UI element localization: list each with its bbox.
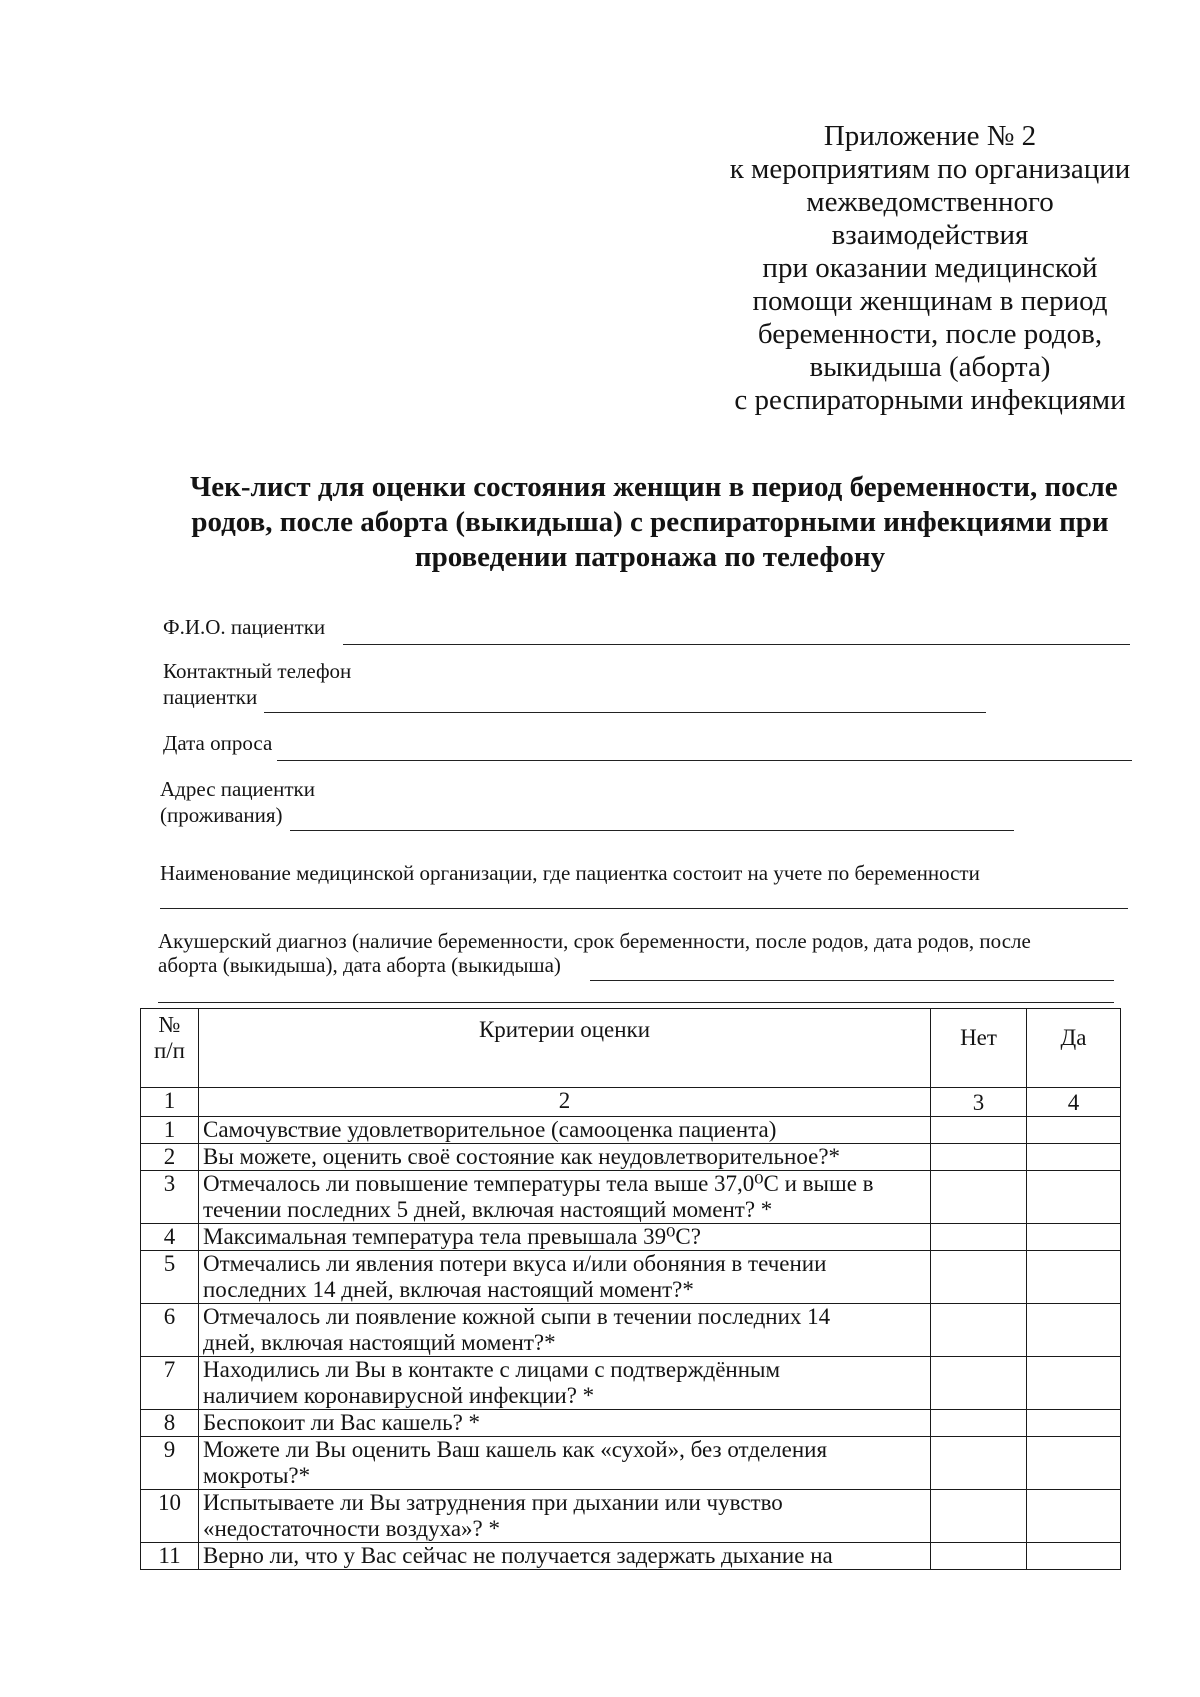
criterion-line: Испытываете ли Вы затруднения при дыхании или чувство bbox=[203, 1490, 783, 1515]
col-header-num-line: п/п bbox=[153, 1038, 185, 1063]
index-cell: 1 bbox=[141, 1088, 199, 1117]
criterion-line: дней, включая настоящий момент?* bbox=[203, 1330, 556, 1355]
diagnosis-input-line-2[interactable] bbox=[158, 1002, 1114, 1003]
answer-yes-cell[interactable] bbox=[1027, 1490, 1121, 1543]
col-header-yes: Да bbox=[1027, 1009, 1121, 1088]
date-input-line[interactable] bbox=[277, 760, 1132, 761]
table-header-row bbox=[141, 1009, 1121, 1088]
row-criterion bbox=[199, 1490, 931, 1543]
table-row bbox=[141, 1144, 1121, 1171]
title-line: Чек-лист для оценки состояния женщин в период беременности, после bbox=[190, 471, 1118, 503]
annex-line: при оказании медицинской bbox=[762, 252, 1098, 284]
address-input-line[interactable] bbox=[290, 830, 1014, 831]
phone-input-line[interactable] bbox=[264, 712, 986, 713]
row-number: 2 bbox=[141, 1144, 199, 1171]
fio-label: Ф.И.О. пациентки bbox=[163, 615, 326, 639]
criterion-line: наличием коронавирусной инфекции? * bbox=[203, 1383, 595, 1408]
answer-no-cell[interactable] bbox=[931, 1144, 1027, 1171]
answer-no-cell[interactable] bbox=[931, 1410, 1027, 1437]
answer-yes-cell[interactable] bbox=[1027, 1117, 1121, 1144]
criterion-line: Можете ли Вы оценить Ваш кашель как «сухой», без отделения bbox=[203, 1437, 828, 1462]
criterion-line: Максимальная температура тела превышала 39⁰С? bbox=[203, 1224, 701, 1249]
answer-yes-cell[interactable] bbox=[1027, 1251, 1121, 1304]
org-input-line[interactable] bbox=[160, 908, 1128, 909]
row-number: 11 bbox=[141, 1543, 199, 1570]
row-criterion bbox=[199, 1437, 931, 1490]
criterion-line: Отмечалось ли появление кожной сыпи в течении последних 14 bbox=[203, 1304, 831, 1329]
criterion-line: Отмечались ли явления потери вкуса и/или обоняния в течении bbox=[203, 1251, 827, 1276]
row-number: 1 bbox=[141, 1117, 199, 1144]
criterion-line: «недостаточности воздуха»? * bbox=[203, 1516, 501, 1541]
row-number: 9 bbox=[141, 1437, 199, 1490]
table-row bbox=[141, 1543, 1121, 1570]
criterion-line: мокроты?* bbox=[203, 1463, 311, 1488]
col-header-num bbox=[141, 1009, 199, 1088]
answer-no-cell[interactable] bbox=[931, 1251, 1027, 1304]
criterion-line: Верно ли, что у Вас сейчас не получается задержать дыхание на bbox=[203, 1543, 833, 1568]
title-line: проведении патронажа по телефону bbox=[414, 541, 886, 573]
answer-no-cell[interactable] bbox=[931, 1543, 1027, 1570]
checklist-table bbox=[140, 1008, 1121, 1570]
diagnosis-label-cont: аборта (выкидыша), дата аборта (выкидыша) bbox=[158, 953, 561, 977]
table-row bbox=[141, 1117, 1121, 1144]
table-row bbox=[141, 1490, 1121, 1543]
row-criterion bbox=[199, 1224, 931, 1251]
col-header-num-line: № bbox=[158, 1012, 181, 1037]
address-label: Адрес пациентки bbox=[160, 777, 315, 801]
criterion-line: течении последних 5 дней, включая настоящий момент? * bbox=[203, 1197, 773, 1222]
answer-no-cell[interactable] bbox=[931, 1357, 1027, 1410]
criterion-line: последних 14 дней, включая настоящий момент?* bbox=[203, 1277, 694, 1302]
answer-yes-cell[interactable] bbox=[1027, 1224, 1121, 1251]
row-number: 8 bbox=[141, 1410, 199, 1437]
org-label: Наименование медицинской организации, где пациентка состоит на учете по беременности bbox=[160, 861, 980, 885]
answer-yes-cell[interactable] bbox=[1027, 1410, 1121, 1437]
table-row bbox=[141, 1357, 1121, 1410]
table-row bbox=[141, 1251, 1121, 1304]
col-header-criteria: Критерии оценки bbox=[199, 1009, 931, 1088]
criterion-line: Беспокоит ли Вас кашель? * bbox=[203, 1410, 481, 1435]
answer-no-cell[interactable] bbox=[931, 1304, 1027, 1357]
row-number: 3 bbox=[141, 1171, 199, 1224]
phone-label: Контактный телефон bbox=[163, 659, 352, 683]
answer-no-cell[interactable] bbox=[931, 1490, 1027, 1543]
phone-label-cont: пациентки bbox=[163, 685, 258, 709]
table-row bbox=[141, 1410, 1121, 1437]
index-cell: 4 bbox=[1027, 1088, 1121, 1117]
diagnosis-input-line[interactable] bbox=[590, 980, 1114, 981]
row-number: 5 bbox=[141, 1251, 199, 1304]
criterion-line: Находились ли Вы в контакте с лицами с подтверждённым bbox=[203, 1357, 781, 1382]
row-criterion bbox=[199, 1304, 931, 1357]
document-title bbox=[190, 470, 1118, 575]
table-row bbox=[141, 1224, 1121, 1251]
criterion-line: Отмечалось ли повышение температуры тела выше 37,0⁰С и выше в bbox=[203, 1171, 874, 1196]
answer-yes-cell[interactable] bbox=[1027, 1437, 1121, 1490]
answer-no-cell[interactable] bbox=[931, 1224, 1027, 1251]
annex-line: с респираторными инфекциями bbox=[734, 384, 1126, 416]
row-criterion bbox=[199, 1543, 931, 1570]
answer-yes-cell[interactable] bbox=[1027, 1304, 1121, 1357]
answer-yes-cell[interactable] bbox=[1027, 1144, 1121, 1171]
answer-yes-cell[interactable] bbox=[1027, 1171, 1121, 1224]
fio-input-line[interactable] bbox=[343, 644, 1130, 645]
answer-no-cell[interactable] bbox=[931, 1171, 1027, 1224]
table-row bbox=[141, 1171, 1121, 1224]
row-criterion bbox=[199, 1144, 931, 1171]
annex-line: помощи женщинам в период bbox=[752, 285, 1108, 317]
annex-line: выкидыша (аборта) bbox=[809, 351, 1051, 383]
row-criterion bbox=[199, 1117, 931, 1144]
annex-line: беременности, после родов, bbox=[757, 318, 1103, 350]
table-row bbox=[141, 1437, 1121, 1490]
row-criterion bbox=[199, 1410, 931, 1437]
row-number: 10 bbox=[141, 1490, 199, 1543]
criterion-line: Вы можете, оценить своё состояние как неудовлетворительное?* bbox=[203, 1144, 841, 1169]
answer-no-cell[interactable] bbox=[931, 1117, 1027, 1144]
answer-yes-cell[interactable] bbox=[1027, 1543, 1121, 1570]
date-label: Дата опроса bbox=[163, 731, 273, 755]
row-criterion bbox=[199, 1357, 931, 1410]
annex-line: к мероприятиям по организации bbox=[729, 153, 1131, 185]
annex-header bbox=[720, 120, 1140, 417]
address-label-cont: (проживания) bbox=[160, 803, 283, 827]
annex-line: взаимодействия bbox=[831, 219, 1029, 251]
index-cell: 2 bbox=[199, 1088, 931, 1117]
table-index-row bbox=[141, 1088, 1121, 1117]
col-header-no: Нет bbox=[931, 1009, 1027, 1088]
row-criterion bbox=[199, 1171, 931, 1224]
annex-line: Приложение № 2 bbox=[823, 120, 1037, 152]
answer-yes-cell[interactable] bbox=[1027, 1357, 1121, 1410]
annex-line: межведомственного bbox=[806, 186, 1054, 218]
criterion-line: Самочувствие удовлетворительное (самооценка пациента) bbox=[203, 1117, 777, 1142]
row-number: 6 bbox=[141, 1304, 199, 1357]
diagnosis-label: Акушерский диагноз (наличие беременности, срок беременности, после родов, дата родов, после bbox=[158, 929, 1031, 953]
answer-no-cell[interactable] bbox=[931, 1437, 1027, 1490]
index-cell: 3 bbox=[931, 1088, 1027, 1117]
row-number: 4 bbox=[141, 1224, 199, 1251]
title-line: родов, после аборта (выкидыша) с респираторными инфекциями при bbox=[191, 506, 1109, 538]
table-row bbox=[141, 1304, 1121, 1357]
row-number: 7 bbox=[141, 1357, 199, 1410]
row-criterion bbox=[199, 1251, 931, 1304]
